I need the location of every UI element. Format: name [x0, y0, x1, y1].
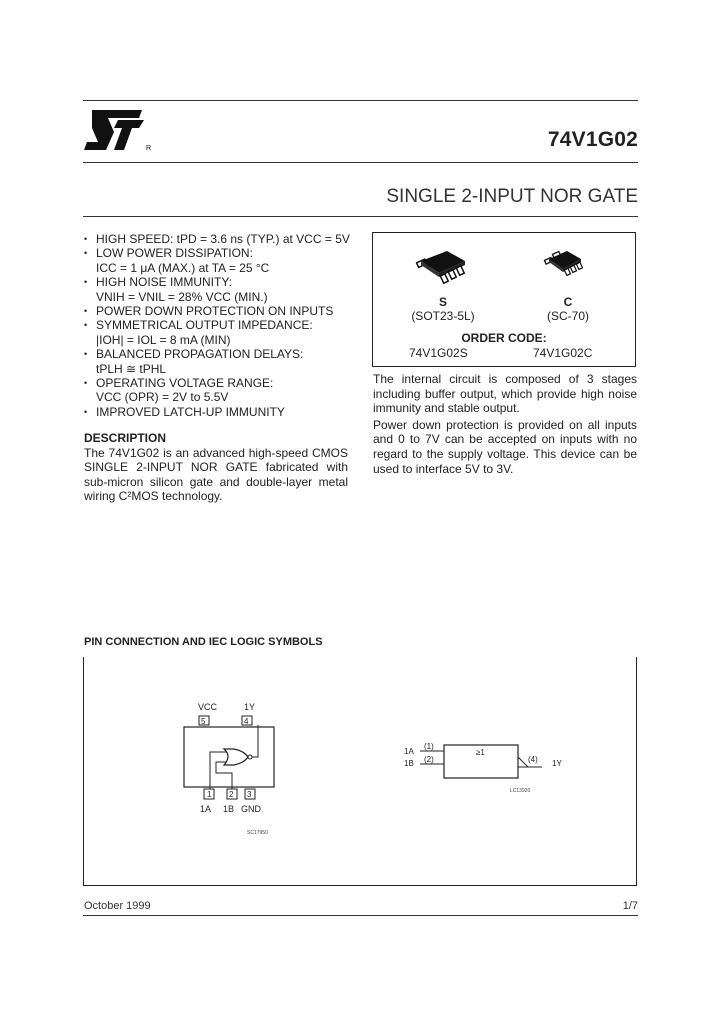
pin-label-vcc: VCC: [198, 702, 218, 712]
sc70-package-icon: [543, 247, 587, 286]
svg-text:1B: 1B: [223, 804, 235, 814]
pin-section-heading: PIN CONNECTION AND IEC LOGIC SYMBOLS: [84, 636, 323, 648]
st-logo: [84, 108, 154, 153]
svg-text:1Y: 1Y: [552, 759, 562, 768]
circuit-description: [373, 372, 637, 478]
part-number: 74V1G02: [547, 128, 638, 151]
document-subtitle: SINGLE 2-INPUT NOR GATE: [386, 186, 638, 207]
svg-text:3: 3: [247, 790, 252, 799]
svg-text:2: 2: [229, 790, 234, 799]
feature-item: • LOW POWER DISSIPATION: ICC = 1 μA (MAX.) at TA = 25 °C: [84, 246, 270, 275]
package-sc70: C (SC-70): [546, 295, 589, 323]
description-text: The 74V1G02 is an advanced high-speed CMOS SINGLE 2-INPUT NOR GATE fabricated with sub-micron silicon gate and double-layer metal wiring C²MOS technology.: [84, 445, 348, 504]
bullet-icon: •: [84, 406, 88, 417]
feature-item: • POWER DOWN PROTECTION ON INPUTS: [84, 304, 334, 319]
svg-text:1: 1: [207, 790, 212, 799]
footer-date: October 1999: [84, 900, 151, 912]
svg-text:R: R: [146, 145, 152, 152]
subtitle-rule: [83, 216, 638, 217]
bullet-icon: •: [84, 320, 88, 331]
pin-connection-diagram: [180, 700, 290, 845]
package-box: [372, 232, 636, 367]
package-sot23: S (SOT23-5L): [411, 295, 475, 323]
paragraph: The internal circuit is composed of 3 stages including buffer output, which provide high noise immunity and stable output.: [373, 372, 637, 416]
pin-label-1y: 1Y: [244, 702, 256, 712]
svg-text:GND: GND: [241, 804, 261, 814]
features-list: [84, 232, 364, 419]
feature-item: • HIGH SPEED: tPD = 3.6 ns (TYP.) at VCC = 5V: [84, 232, 350, 246]
svg-text:(1): (1): [424, 742, 434, 751]
bullet-icon: •: [84, 349, 88, 360]
order-code-c: 74V1G02C: [533, 346, 593, 360]
feature-item: • IMPROVED LATCH-UP IMMUNITY: [84, 404, 285, 419]
iec-logic-symbol: [400, 735, 570, 800]
feature-item: • OPERATING VOLTAGE RANGE: VCC (OPR) = 2V to 5.5V: [84, 376, 274, 405]
bullet-icon: •: [84, 277, 88, 288]
paragraph: Power down protection is provided on all inputs and 0 to 7V can be accepted on inputs with no regard to the supply voltage. This device can be used to interface 5V to 3V.: [373, 417, 637, 476]
svg-text:LC13920: LC13920: [510, 788, 531, 794]
svg-text:4: 4: [244, 717, 249, 726]
description-heading: DESCRIPTION: [84, 431, 167, 445]
top-rule: [83, 100, 638, 101]
svg-text:≥1: ≥1: [476, 748, 485, 757]
footer-page-number: 1/7: [622, 900, 638, 912]
svg-text:1B: 1B: [404, 759, 414, 768]
svg-text:(4): (4): [528, 755, 538, 764]
svg-text:1A: 1A: [404, 747, 414, 756]
bullet-icon: •: [84, 234, 88, 244]
svg-text:5: 5: [201, 717, 206, 726]
header-rule: [83, 162, 638, 163]
sot23-package-icon: [413, 247, 473, 292]
svg-text:(2): (2): [424, 755, 434, 764]
svg-text:SC17950: SC17950: [247, 830, 268, 836]
order-code-heading: ORDER CODE:: [461, 331, 547, 345]
order-code-s: 74V1G02S: [409, 346, 468, 360]
feature-item: • HIGH NOISE IMMUNITY: VNIH = VNIL = 28% VCC (MIN.): [84, 275, 268, 304]
footer-rule: [83, 915, 638, 916]
bullet-icon: •: [84, 378, 88, 389]
feature-item: • SYMMETRICAL OUTPUT IMPEDANCE: |IOH| = IOL = 8 mA (MIN): [84, 318, 313, 347]
description-section: [84, 431, 348, 504]
feature-item: • BALANCED PROPAGATION DELAYS: tPLH ≅ tPHL: [84, 347, 304, 376]
svg-text:1A: 1A: [200, 804, 212, 814]
bullet-icon: •: [84, 306, 88, 317]
bullet-icon: •: [84, 248, 88, 259]
